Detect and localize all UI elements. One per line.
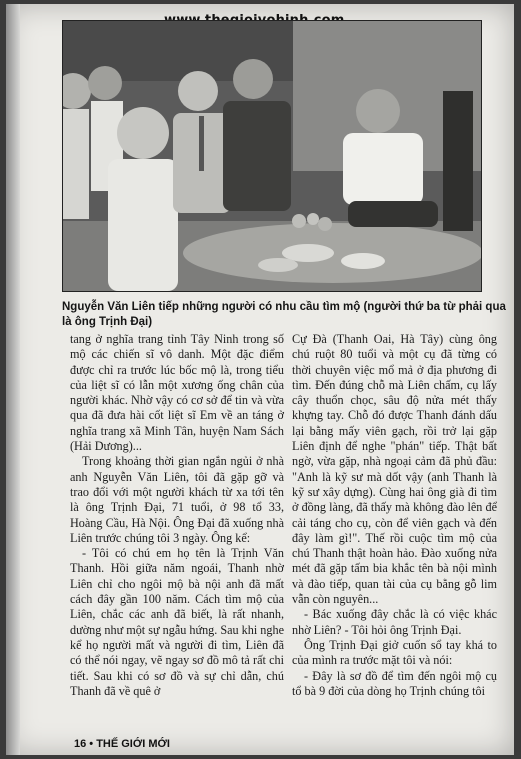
page-spine bbox=[6, 4, 20, 755]
paragraph: Ông Trịnh Đại giở cuốn sổ tay khá to của mình ra trước mặt tôi và nói: bbox=[292, 637, 497, 668]
paragraph: tang ở nghĩa trang tỉnh Tây Ninh trong số mộ các chiến sĩ vô danh. Một đặc điểm được chỉ ra trước lúc bốc mộ là, trong tiểu của liệt sĩ có lẫn một xương ống chân của người khác. Nhờ vậy có cơ sở để tin và vừa qua đã đưa hài cốt liệt sĩ Em về an táng ở nghĩa trang xã Minh Tân, huyện Nam Sách (Hải Dương)... bbox=[70, 332, 284, 454]
paragraph: - Đây là sơ đồ để tìm đến ngôi mộ cụ tổ bà 9 đời của dòng họ Trịnh chúng tôi bbox=[292, 668, 497, 698]
paragraph: - Tôi có chú em họ tên là Trịnh Văn Thanh. Hồi giữa năm ngoái, Thanh nhờ Liên chỉ cho ngôi mộ bà nội anh đã mất cách đây gần 100 năm. Cách tìm mộ của Liên, chắc các anh đã biết, là rất nhanh, dường như một sự ngẫu hứng. Sau khi nghe kể họ người mất và người đi tìm, Liên đã có thể nói ngay, vẽ ngay sơ đồ mô tả rất chi tiết. Sau khi có sơ đồ và sự chỉ dẫn, chú Thanh đã về quê ở bbox=[70, 546, 284, 698]
article-column-right bbox=[292, 332, 497, 699]
article-photo bbox=[62, 20, 482, 292]
photo-caption: Nguyễn Văn Liên tiếp những người có nhu cầu tìm mộ (người thứ ba từ phải qua là ông Trịnh Đại) bbox=[62, 301, 506, 328]
magazine-page bbox=[6, 4, 514, 755]
article-column-left bbox=[70, 332, 284, 699]
page-footer: 16 • THẾ GIỚI MỚI bbox=[74, 738, 170, 750]
paragraph: Trong khoảng thời gian ngắn ngủi ở nhà anh Nguyễn Văn Liên, tôi đã gặp gỡ và trao đổi với một người khách từ xa tới tên là ông Trịnh Đại, 71 tuổi, ở 98 tổ 33, Hoàng Cầu, Hà Nội. Ông Đại đã xuống nhà Liên trước chúng tôi 3 ngày. Ông kể: bbox=[70, 454, 284, 545]
paragraph: - Bác xuống đây chắc là có việc khác nhờ Liên? - Tôi hỏi ông Trịnh Đại. bbox=[292, 607, 497, 637]
photo-image bbox=[63, 21, 481, 291]
paragraph: Cự Đà (Thanh Oai, Hà Tây) cùng ông chú ruột 80 tuổi và một cụ đã từng có thời chuyên việc mổ mả ở địa phương đi tìm. Đến đúng chỗ mà Liên chấm, cụ lấy cây thuổn chọc, sâu độ nửa mét thấy khựng tay. Chỗ đó được Thanh đánh dấu lại bằng mấy viên gạch, rồi trở lại gặp Liên định để nghe "phán" tiếp. Thật bất ngờ, vừa gặp, nhà ngoại cảm đã phủ đầu: "Anh là kỹ sư mà dốt vậy (anh Thanh là kỹ sư xây dựng). Cùng hai ông già đi tìm ở đồng làng, đã thấy mà không đào lên để cải táng cho cụ, còn để viên gạch và đến đây làm gì!". Thế rồi cuộc tìm mộ của chú Thanh thật hoàn hảo. Đào xuống nửa mét đã gặp tấm bia khắc tên bà nội mình và đào tiếp, quan tài của cụ bằng gỗ lim vẫn còn nguyên... bbox=[292, 332, 497, 607]
